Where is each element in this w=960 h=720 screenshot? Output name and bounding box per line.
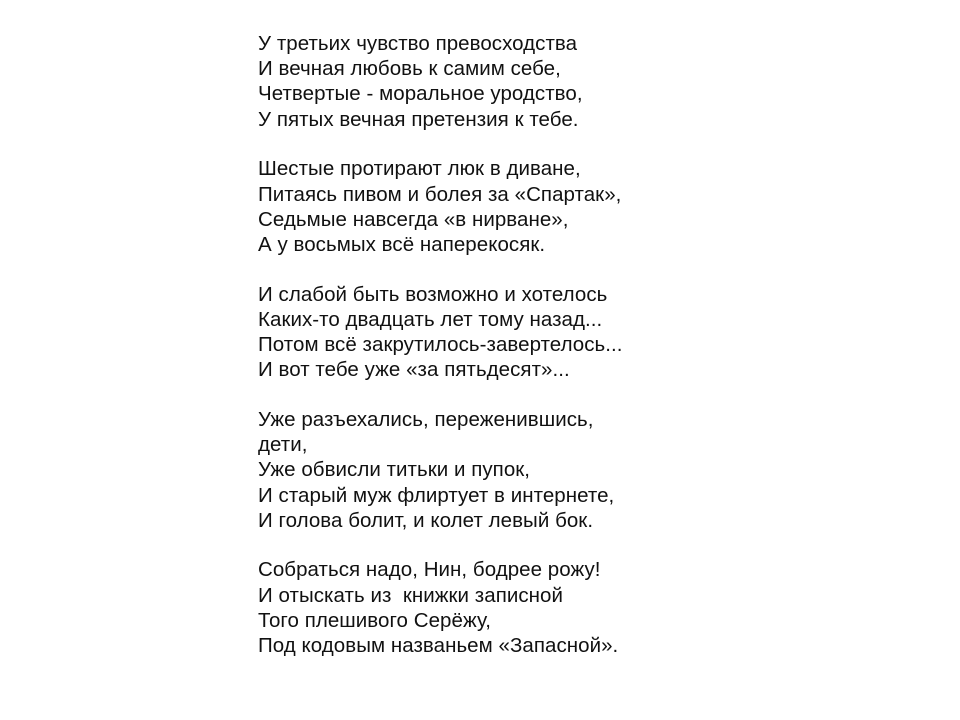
poem-line: дети, bbox=[258, 433, 308, 457]
stanza-5 bbox=[258, 557, 938, 658]
poem-line: А у восьмых всё наперекосяк. bbox=[258, 232, 546, 256]
poem-line: И вечная любовь к самим себе, bbox=[258, 57, 561, 81]
poem-line: И слабой быть возможно и хотелось bbox=[258, 282, 608, 306]
poem-line: Уже обвисли титьки и пупок, bbox=[258, 458, 531, 482]
stanza-4 bbox=[258, 407, 938, 533]
poem-line: Потом всё закрутилось-завертелось... bbox=[258, 333, 623, 357]
poem-line: Четвертые - моральное уродство, bbox=[258, 82, 583, 106]
poem-line: И вот тебе уже «за пятьдесят»... bbox=[258, 358, 570, 382]
poem-text bbox=[258, 31, 938, 658]
poem-line: И голова болит, и колет левый бок. bbox=[258, 508, 594, 532]
poem-line: Уже разъехались, переженившись, bbox=[258, 407, 594, 431]
poem-line: Питаясь пивом и болея за «Спартак», bbox=[258, 182, 622, 206]
poem-line: У третьих чувство превосходства bbox=[258, 32, 578, 55]
poem-line: И старый муж флиртует в интернете, bbox=[258, 483, 615, 507]
poem-line: Собраться надо, Нин, бодрее рожу! bbox=[258, 558, 601, 582]
stanza-3 bbox=[258, 282, 938, 383]
poem-line: Каких-то двадцать лет тому назад... bbox=[258, 307, 603, 331]
poem-line: Под кодовым названьем «Запасной». bbox=[258, 634, 619, 658]
stanza-1 bbox=[258, 31, 938, 132]
poem-line: Шестые протирают люк в диване, bbox=[258, 157, 581, 181]
poem-line: Седьмые навсегда «в нирване», bbox=[258, 207, 569, 231]
stanza-2 bbox=[258, 156, 938, 257]
poem-line: Того плешивого Серёжу, bbox=[258, 608, 491, 632]
poem-line: И отыскать из книжки записной bbox=[258, 583, 563, 607]
poem-line: У пятых вечная претензия к тебе. bbox=[258, 107, 579, 131]
